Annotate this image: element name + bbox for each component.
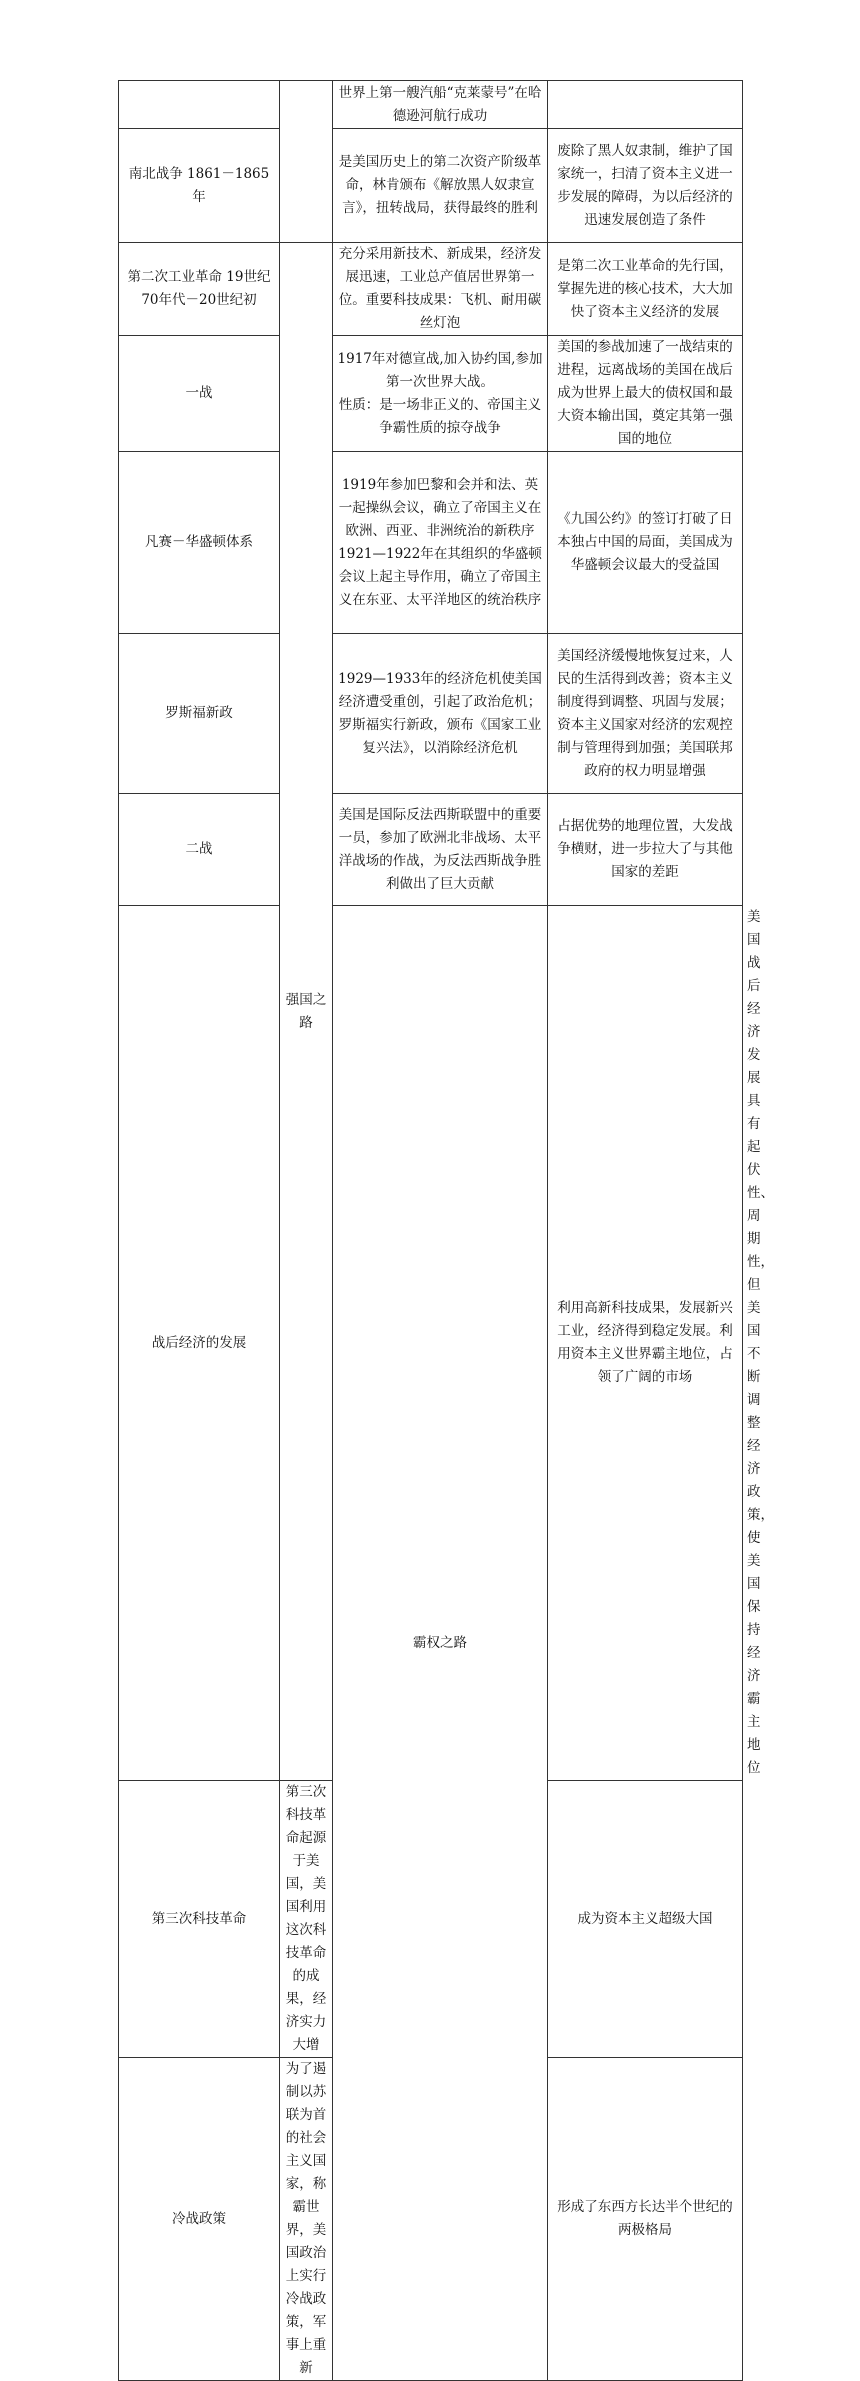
effect-cell: 是第二次工业革命的先行国，掌握先进的核心技术，大大加快了资本主义经济的发展 [548,243,743,336]
table-row [119,243,743,336]
event-cell: 战后经济的发展 [119,906,280,1781]
event-cell: 凡赛－华盛顿体系 [119,452,280,634]
stage-cell: 霸权之路 [333,906,548,2381]
desc-cell: 第三次科技革命起源于美国，美国利用这次科技革命的成果，经济实力大增 [280,1781,333,2058]
event-cell: 南北战争 1861－1865年 [119,129,280,243]
desc-paragraph: 1917年对德宣战,加入协约国,参加第一次世界大战。 [337,350,543,390]
desc-cell: 是美国历史上的第二次资产阶级革命，林肯颁布《解放黑人奴隶宣言》，扭转战局，获得最终的胜利 [333,129,548,243]
desc-cell [333,452,548,634]
event-cell: 冷战政策 [119,2058,280,2381]
desc-cell: 1929—1933年的经济危机使美国经济遭受重创，引起了政治危机；罗斯福实行新政，颁布《国家工业复兴法》，以消除经济危机 [333,634,548,794]
desc-cell [333,336,548,452]
table-row [119,794,743,906]
event-cell: 一战 [119,336,280,452]
effect-cell: 《九国公约》的签订打破了日本独占中国的局面，美国成为华盛顿会议最大的受益国 [548,452,743,634]
event-cell: 第三次科技革命 [119,1781,280,2058]
desc-cell: 充分采用新技术、新成果，经济发展迅速，工业总产值居世界第一位。重要科技成果：飞机、耐用碳丝灯泡 [333,243,548,336]
event-cell [119,81,280,129]
effect-cell: 成为资本主义超级大国 [548,1781,743,2058]
desc-cell: 为了遏制以苏联为首的社会主义国家，称霸世界，美国政治上实行冷战政策，军事上重新 [280,2058,333,2381]
event-cell: 罗斯福新政 [119,634,280,794]
effect-cell: 占据优势的地理位置，大发战争横财，进一步拉大了与其他国家的差距 [548,794,743,906]
effect-cell: 美国经济缓慢地恢复过来，人民的生活得到改善；资本主义制度得到调整、巩固与发展；资本主义国家对经济的宏观控制与管理得到加强；美国联邦政府的权力明显增强 [548,634,743,794]
table-row [119,81,743,129]
event-cell: 第二次工业革命 19世纪70年代－20世纪初 [119,243,280,336]
desc-paragraph: 1919年参加巴黎和会并和法、英一起操纵会议，确立了帝国主义在欧洲、西亚、非洲统治的新秩序 [338,476,542,539]
desc-paragraph: 性质：是一场非正义的、帝国主义争霸性质的掠夺战争 [338,396,542,436]
table-row [119,634,743,794]
table-row [119,129,743,243]
effect-cell: 形成了东西方长达半个世纪的两极格局 [548,2058,743,2381]
desc-paragraph: 1921—1922年在其组织的华盛顿会议上起主导作用，确立了帝国主义在东亚、太平洋地区的统治秩序 [338,545,542,608]
event-cell: 二战 [119,794,280,906]
desc-cell: 美国是国际反法西斯联盟中的重要一员，参加了欧洲北非战场、太平洋战场的作战，为反法西斯战争胜利做出了巨大贡献 [333,794,548,906]
table-row [119,336,743,452]
table-row: 战后经济的发展 霸权之路 利用高新科技成果，发展新兴工业，经济得到稳定发展。利用资本主义世界霸主地位，占领了广阔的市场 美国战后经济发展具有起伏性、周期性，但美国不断调整经济政策，使美国保持经济霸主地位 [119,906,743,1781]
desc-cell: 利用高新科技成果，发展新兴工业，经济得到稳定发展。利用资本主义世界霸主地位，占领了广阔的市场 [548,906,743,1781]
effect-cell: 美国的参战加速了一战结束的进程，远离战场的美国在战后成为世界上最大的债权国和最大资本输出国，奠定其第一强国的地位 [548,336,743,452]
table-row [119,452,743,634]
effect-cell [548,81,743,129]
desc-cell: 世界上第一艘汽船“克莱蒙号”在哈德逊河航行成功 [333,81,548,129]
stage-cell-empty [280,81,333,243]
stage-cell: 强国之路 [280,243,333,1781]
history-table [118,80,774,2381]
effect-cell: 废除了黑人奴隶制，维护了国家统一，扫清了资本主义进一步发展的障碍，为以后经济的迅速发展创造了条件 [548,129,743,243]
